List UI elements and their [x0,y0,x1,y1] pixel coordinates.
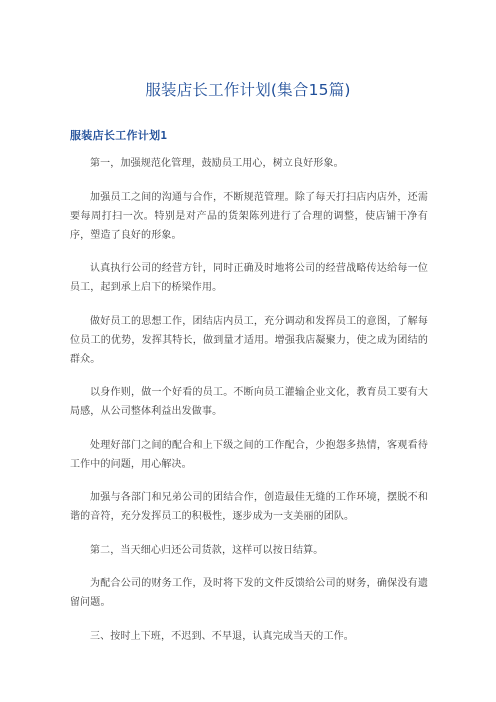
paragraph: 处理好部门之间的配合和上下级之间的工作配合，少抱怨多热情，客观看待工作中的问题，用心解决。 [70,439,428,470]
document-title: 服装店长工作计划(集合15篇) [145,81,351,99]
paragraph: 第二，当天细心归还公司货款，这样可以按日结算。 [90,544,324,556]
paragraph: 做好员工的思想工作，团结店内员工，充分调动和发挥员工的意图，了解每位员工的优势，发挥其特长，做到量才适用。增强我店凝聚力，使之成为团结的群众。 [70,315,428,365]
paragraph: 三、按时上下班，不迟到、不早退，认真完成当天的工作。 [90,630,354,642]
paragraph: 为配合公司的财务工作，及时将下发的文件反馈给公司的财务，确保没有遗留问题。 [70,578,428,608]
paragraph: 以身作则，做一个好看的员工。不断向员工灌输企业文化，教育员工要有大局感，从公司整体利益出发做事。 [70,387,428,417]
section-heading: 服装店长工作计划1 [70,129,168,142]
paragraph: 第一，加强规范化管理，鼓励员工用心，树立良好形象。 [90,158,344,169]
paragraph: 加强与各部门和兄弟公司的团结合作，创造最佳无缝的工作环境，摆脱不和谐的音符，充分发挥员工的积极性，逐步成为一支美丽的团队。 [70,492,428,522]
paragraph: 加强员工之间的沟通与合作，不断规范管理。除了每天打扫店内店外，还需要每周打扫一次。特别是对产品的货架陈列进行了合理的调整，使店铺干净有序，塑造了良好的形象。 [70,191,428,241]
document-body [70,154,428,660]
paragraph: 认真执行公司的经营方针，同时正确及时地将公司的经营战略传达给每一位员工，起到承上启下的桥梁作用。 [70,263,428,293]
